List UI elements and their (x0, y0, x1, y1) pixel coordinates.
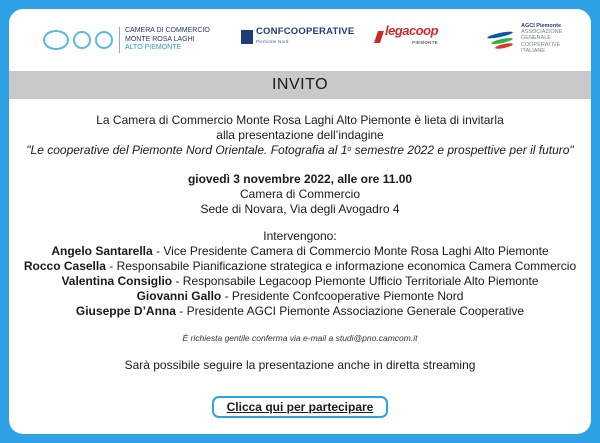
speaker-name: Angelo Santarella (51, 244, 153, 258)
legacoop-name: legacoop (385, 23, 439, 38)
agci-swoosh-icon (487, 30, 517, 48)
speaker-name: Giovanni Gallo (136, 289, 222, 303)
invitation-body (9, 99, 591, 373)
speaker-name: Valentina Consiglio (61, 274, 173, 288)
event-date: giovedì 3 novembre 2022, alle ore 11.00 (187, 172, 413, 186)
agci-line2: ASSOCIAZIONE (521, 29, 563, 36)
invito-banner: INVITO (9, 71, 591, 99)
intro-line1: La Camera di Commercio Monte Rosa Laghi Alto Piemonte è lieta di invitarla (96, 113, 504, 127)
speaker-row (9, 304, 591, 319)
speaker-name: Rocco Casella (23, 259, 106, 273)
survey-title-sup: o (347, 146, 352, 153)
legacoop-mark-icon (374, 31, 384, 43)
speaker-name: Giuseppe D’Anna (75, 304, 176, 318)
intro-line2: alla presentazione dell’indagine (216, 128, 384, 142)
confcooperative-name: CONFCOOPERATIVE (256, 26, 355, 37)
speaker-row (9, 274, 591, 289)
confcooperative-mark-icon (241, 30, 253, 44)
rsvp-note: È richiesta gentile conferma via e-mail a studi@pno.camcom.it (182, 333, 418, 343)
agci-logo (487, 23, 562, 54)
cciaa-mark-icon (43, 30, 113, 50)
speaker-role: - Presidente Confcooperative Piemonte Nord (221, 289, 464, 303)
agci-line3: GENERALE (521, 35, 551, 42)
cciaa-logo-line2: MONTE ROSA LAGHI (125, 35, 195, 43)
confcooperative-sub: Piemonte Nord (256, 39, 289, 44)
survey-title-part1: "Le cooperative del Piemonte Nord Orientale. Fotografia al 1 (26, 143, 348, 157)
speaker-row (9, 259, 591, 274)
cciaa-logo-line1: CAMERA DI COMMERCIO (125, 27, 210, 34)
cciaa-logo (43, 27, 210, 53)
agci-line5: ITALIANE (521, 47, 546, 54)
participate-button[interactable]: Clicca qui per partecipare (212, 396, 388, 418)
event-address: Sede di Novara, Via degli Avogadro 4 (200, 202, 400, 216)
speaker-role: - Responsabile Pianificazione strategica e informazione economica Camera Commercio (105, 259, 577, 273)
speaker-role: - Responsabile Legacoop Piemonte Ufficio Territoriale Alto Piemonte (172, 274, 539, 288)
confcooperative-logo (241, 27, 354, 47)
streaming-text: Sarà possibile seguire la presentazione anche in diretta streaming (124, 358, 476, 372)
agci-line1: AGCI Piemonte (521, 23, 562, 29)
partner-logos (9, 9, 591, 71)
speaker-role: - Vice Presidente Camera di Commercio Monte Rosa Laghi Alto Piemonte (152, 244, 549, 258)
legacoop-sub: PIEMONTE (412, 40, 439, 45)
legacoop-logo (376, 25, 438, 49)
cciaa-logo-line3: ALTO PIEMONTE (125, 44, 182, 51)
speaker-row (9, 289, 591, 304)
speaker-role: - Presidente AGCI Piemonte Associazione Generale Cooperative (175, 304, 525, 318)
speaker-row (9, 244, 591, 259)
speakers-heading: Intervengono: (263, 229, 337, 243)
event-venue: Camera di Commercio (239, 187, 361, 201)
agci-line4: COOPERATIVE (521, 41, 561, 48)
survey-title (9, 143, 591, 158)
invitation-card (9, 9, 591, 434)
survey-title-part2: semestre 2022 e prospettive per il futuro" (351, 143, 574, 157)
